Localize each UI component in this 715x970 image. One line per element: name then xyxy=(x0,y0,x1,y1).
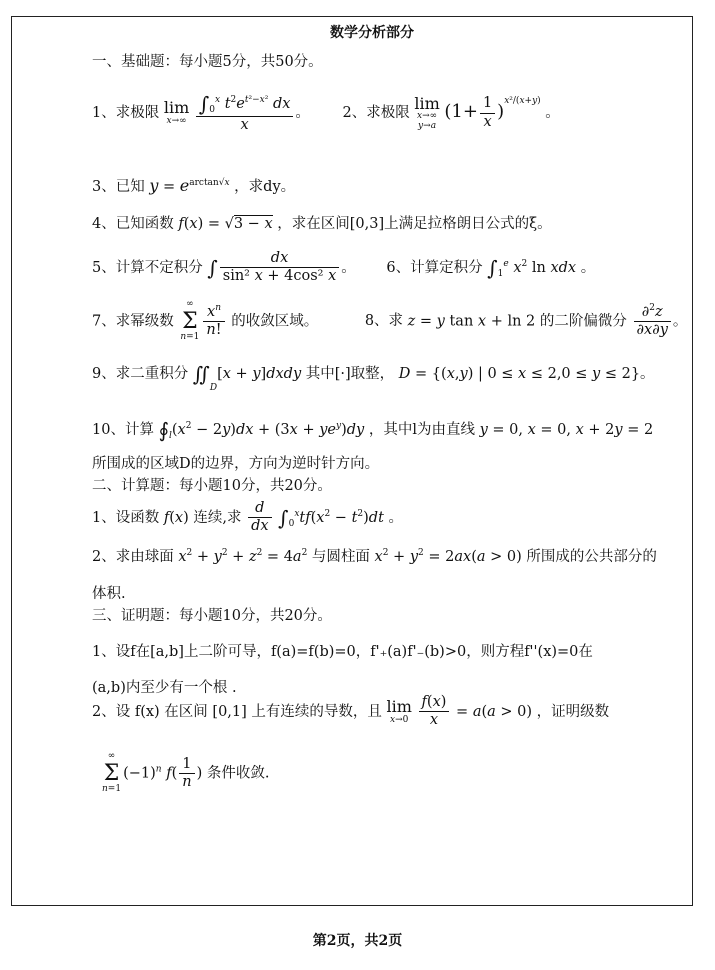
section-2-header: 二、计算题：每小题10分，共20分。 xyxy=(92,478,332,494)
question-3-2-series: ∞ Σ n=1 $(-1)^n$ f( $\frac{1}{n}$ ) 条件收敛. xyxy=(102,751,270,794)
question-1-5: 5、计算不定积分 ∫ $\frac{dx}{\text{sin² x + 4cos² x}}$ 。 6、计算定积分 $\int_1^e$ $x^2$ ln xdx 。 xyxy=(92,250,596,285)
q1-label: 1、求极限 xyxy=(92,105,160,122)
s2-q2-label: 2、求由球面 xyxy=(92,549,174,565)
question-1-10-cont: 所围成的区域D的边界，方向为逆时针方向。 xyxy=(92,456,380,472)
question-2-1: 1、设函数 f(x) 连续,求 $\frac{d}{dx}$ $\int_0^xtf(x^2 - t^2)dt$ 。 xyxy=(92,500,404,535)
q8-tail: 的二阶偏微分 xyxy=(539,313,627,330)
q10-mid: ，其中l为由直线 xyxy=(368,422,475,438)
q1-fraction: $\frac{\int_0^x t^2e^{t^2-x^2} dx}{x}$ xyxy=(196,92,294,134)
q4-tail: ，求在区间[0,3]上满足拉格朗日公式的ξ。 xyxy=(277,216,552,232)
question-1-1: 1、求极限 lim x→∞ $\frac{\int_0^x t^2e^{t^2-x^2} dx}{x}$ 。 2、求极限 lim x→∞ y→a (1+ $\frac{1}{x}$ )$^{x^2/(x+y)}$ 。 xyxy=(92,92,560,133)
question-1-4: 4、已知函数 f(x) = √3 − x ，求在区间[0,3]上满足拉格朗日公式的ξ。 xyxy=(92,216,552,232)
question-1-10: 10、计算 $∮_l(x^2 - 2y)dx + (3x + ye^y)dy$ ，其中l为由直线 y = 0, x = 0, x + 2y = 2 xyxy=(92,418,654,442)
q6-label: 6、计算定积分 xyxy=(386,259,483,276)
page-title: 数学分析部分 xyxy=(330,25,414,41)
s2-q2-tail: 所围成的公共部分的 xyxy=(526,549,657,565)
s2-q2-mid: 与圆柱面 xyxy=(311,549,370,565)
q7-tail: 的收敛区域。 xyxy=(231,313,319,330)
section-1-header: 一、基础题：每小题5分，共50分。 xyxy=(92,54,323,70)
page-footer: 第2页，共2页 xyxy=(312,933,403,949)
s3-q2-tail2: 条件收敛. xyxy=(206,765,270,782)
question-3-1-line2: (a,b)内至少有一个根 . xyxy=(92,680,237,696)
q9-label: 9、求二重积分 xyxy=(92,366,189,382)
q8-label: 8、求 xyxy=(364,313,404,330)
question-1-9: 9、求二重积分 $∬_D[x$ + y]dxdy 其中[·]取整， D = {(x,y) | 0 ≤ x ≤ 2,0 ≤ y ≤ 2}。 xyxy=(92,362,655,393)
question-1-7: 7、求幂级数 ∞ Σ n=1 $\frac{x^n}{n!}$ 的收敛区域。 8、求 z = y tan x + ln 2 的二阶偏微分 $\frac{\partial^2z}{\partial x\partial y}$ 。 xyxy=(92,299,688,342)
q1-lim: lim x→∞ xyxy=(163,98,190,127)
q7-label: 7、求幂级数 xyxy=(92,313,174,330)
q3-tail: ，求dy。 xyxy=(234,179,296,195)
question-3-1-line1: 1、设f在[a,b]上二阶可导，f(a)=f(b)=0，f'₊(a)f'₋(b)>0，则方程f''(x)=0在 xyxy=(92,644,593,660)
question-2-2-cont: 体积. xyxy=(92,586,126,602)
question-2-2: 2、求由球面 $x^2 + y^2 + z^2 = 4a^2$ 与圆柱面 $x^2 + y^2 = 2ax(a > 0)$ 所围成的公共部分的 xyxy=(92,548,657,565)
q9-mid: 其中[·]取整， xyxy=(305,366,395,382)
q3-label: 3、已知 xyxy=(92,179,145,195)
question-1-3: 3、已知 $y = e^{arctan√x}$ ，求dy。 xyxy=(92,176,296,195)
q10-label: 10、计算 xyxy=(92,422,154,438)
q2-lim: lim x→∞ y→a xyxy=(414,93,440,131)
q4-label: 4、已知函数 xyxy=(92,216,174,232)
s2-q1-label: 1、设函数 xyxy=(92,509,160,526)
section-3-header: 三、证明题：每小题10分，共20分。 xyxy=(92,608,332,624)
s2-q1-mid: 连续,求 xyxy=(193,509,242,526)
q2-label: 2、求极限 xyxy=(342,105,410,122)
question-3-2: 2、设 f(x) 在区间 [0,1] 上有连续的导数，且 lim x→0 $\frac{f(x)}{x}$ = a(a > 0) ，证明级数 xyxy=(92,694,610,729)
q5-label: 5、计算不定积分 xyxy=(92,259,203,276)
s3-q2-tail1: ，证明级数 xyxy=(536,703,610,720)
s3-q2-label: 2、设 f(x) 在区间 [0,1] 上有连续的导数，且 xyxy=(92,703,382,720)
